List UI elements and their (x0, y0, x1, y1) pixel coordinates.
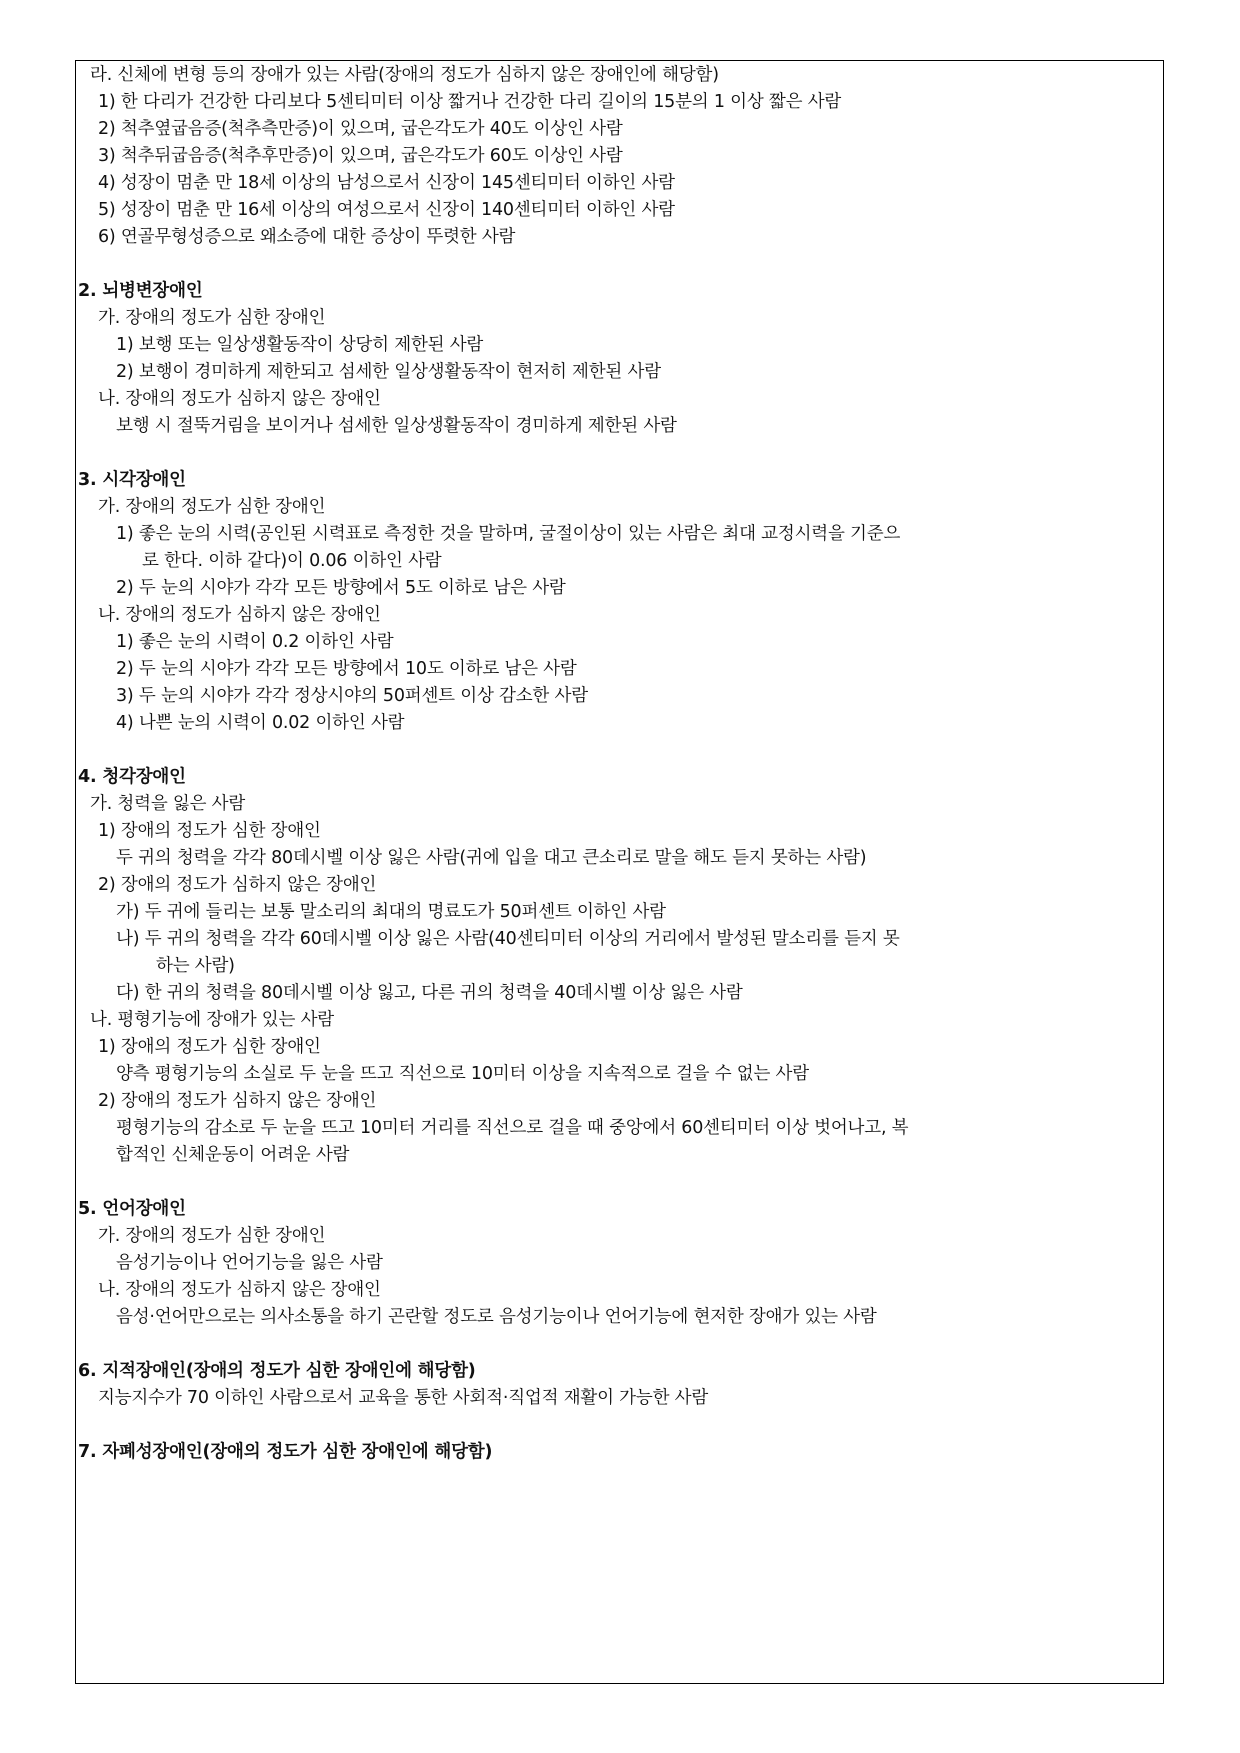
section2-b-text: 보행 시 절뚝거림을 보이거나 섬세한 일상생활동작이 경미하게 제한된 사람 (116, 416, 677, 436)
section3-b-item-1: 1) 좋은 눈의 시력이 0.2 이하인 사람 (116, 632, 394, 652)
section5-heading: 5. 언어장애인 (78, 1199, 186, 1219)
section1-d-item-4: 4) 성장이 멈춘 만 18세 이상의 남성으로서 신장이 145센티미터 이하인 사람 (98, 173, 675, 193)
section3-a-item-1-line-1: 1) 좋은 눈의 시력(공인된 시력표로 측정한 것을 말하며, 굴절이상이 있는 사람은 최대 교정시력을 기준으 (116, 524, 901, 544)
section1-d-item-6: 6) 연골무형성증으로 왜소증에 대한 증상이 뚜렷한 사람 (98, 227, 516, 247)
section3-b-title: 나. 장애의 정도가 심하지 않은 장애인 (98, 605, 381, 625)
section1-d-item-5: 5) 성장이 멈춘 만 16세 이상의 여성으로서 신장이 140센티미터 이하인 사람 (98, 200, 675, 220)
section7-heading: 7. 자폐성장애인(장애의 정도가 심한 장애인에 해당함) (78, 1442, 493, 1462)
section4-a1-text: 두 귀의 청력을 각각 80데시벨 이상 잃은 사람(귀에 입을 대고 큰소리로 말을 해도 듣지 못하는 사람) (116, 848, 867, 868)
section4-a2-da: 다) 한 귀의 청력을 80데시벨 이상 잃고, 다른 귀의 청력을 40데시벨 이상 잃은 사람 (116, 983, 743, 1003)
section4-a2-na-line-1: 나) 두 귀의 청력을 각각 60데시벨 이상 잃은 사람(40센티미터 이상의 거리에서 발성된 말소리를 듣지 못 (116, 929, 900, 949)
section5-b-title: 나. 장애의 정도가 심하지 않은 장애인 (98, 1280, 381, 1300)
section4-a2-title: 2) 장애의 정도가 심하지 않은 장애인 (98, 875, 377, 895)
section4-b1-title: 1) 장애의 정도가 심한 장애인 (98, 1037, 321, 1057)
section2-heading: 2. 뇌병변장애인 (78, 281, 203, 301)
section4-b2-title: 2) 장애의 정도가 심하지 않은 장애인 (98, 1091, 377, 1111)
section6-text: 지능지수가 70 이하인 사람으로서 교육을 통한 사회적·직업적 재활이 가능한 사람 (98, 1388, 709, 1408)
section2-a-item-1: 1) 보행 또는 일상생활동작이 상당히 제한된 사람 (116, 335, 484, 355)
section4-b1-text: 양측 평형기능의 소실로 두 눈을 뜨고 직선으로 10미터 이상을 지속적으로 걸을 수 없는 사람 (116, 1064, 809, 1084)
section5-a-title: 가. 장애의 정도가 심한 장애인 (98, 1226, 326, 1246)
section3-b-item-3: 3) 두 눈의 시야가 각각 정상시야의 50퍼센트 이상 감소한 사람 (116, 686, 588, 706)
section5-b-text: 음성·언어만으로는 의사소통을 하기 곤란할 정도로 음성기능이나 언어기능에 현저한 장애가 있는 사람 (116, 1307, 877, 1327)
section4-b2-text-line-1: 평형기능의 감소로 두 눈을 뜨고 10미터 거리를 직선으로 걸을 때 중앙에서 60센티미터 이상 벗어나고, 복 (116, 1118, 909, 1138)
section4-a1-title: 1) 장애의 정도가 심한 장애인 (98, 821, 321, 841)
section3-a-item-1-line-2: 로 한다. 이하 같다)이 0.06 이하인 사람 (142, 551, 442, 571)
section4-heading: 4. 청각장애인 (78, 767, 186, 787)
section3-a-item-2: 2) 두 눈의 시야가 각각 모든 방향에서 5도 이하로 남은 사람 (116, 578, 566, 598)
section4-a2-na-line-2: 하는 사람) (156, 956, 235, 976)
section1-d-title: 라. 신체에 변형 등의 장애가 있는 사람(장애의 정도가 심하지 않은 장애인에 해당함) (90, 65, 719, 85)
section3-heading: 3. 시각장애인 (78, 470, 186, 490)
section4-b2-text-line-2: 합적인 신체운동이 어려운 사람 (116, 1145, 350, 1165)
section2-a-title: 가. 장애의 정도가 심한 장애인 (98, 308, 326, 328)
section2-a-item-2: 2) 보행이 경미하게 제한되고 섬세한 일상생활동작이 현저히 제한된 사람 (116, 362, 661, 382)
section1-d-item-3: 3) 척추뒤굽음증(척추후만증)이 있으며, 굽은각도가 60도 이상인 사람 (98, 146, 623, 166)
document-page (75, 60, 1164, 1684)
section1-d-item-1: 1) 한 다리가 건강한 다리보다 5센티미터 이상 짧거나 건강한 다리 길이의 15분의 1 이상 짧은 사람 (98, 92, 842, 112)
section6-heading: 6. 지적장애인(장애의 정도가 심한 장애인에 해당함) (78, 1361, 476, 1381)
section3-b-item-4: 4) 나쁜 눈의 시력이 0.02 이하인 사람 (116, 713, 405, 733)
section4-a2-ga: 가) 두 귀에 들리는 보통 말소리의 최대의 명료도가 50퍼센트 이하인 사람 (116, 902, 666, 922)
section4-b-title: 나. 평형기능에 장애가 있는 사람 (90, 1010, 334, 1030)
section5-a-text: 음성기능이나 언어기능을 잃은 사람 (116, 1253, 383, 1273)
section2-b-title: 나. 장애의 정도가 심하지 않은 장애인 (98, 389, 381, 409)
section3-a-title: 가. 장애의 정도가 심한 장애인 (98, 497, 326, 517)
section4-a-title: 가. 청력을 잃은 사람 (90, 794, 246, 814)
section3-b-item-2: 2) 두 눈의 시야가 각각 모든 방향에서 10도 이하로 남은 사람 (116, 659, 577, 679)
section1-d-item-2: 2) 척추옆굽음증(척추측만증)이 있으며, 굽은각도가 40도 이상인 사람 (98, 119, 623, 139)
